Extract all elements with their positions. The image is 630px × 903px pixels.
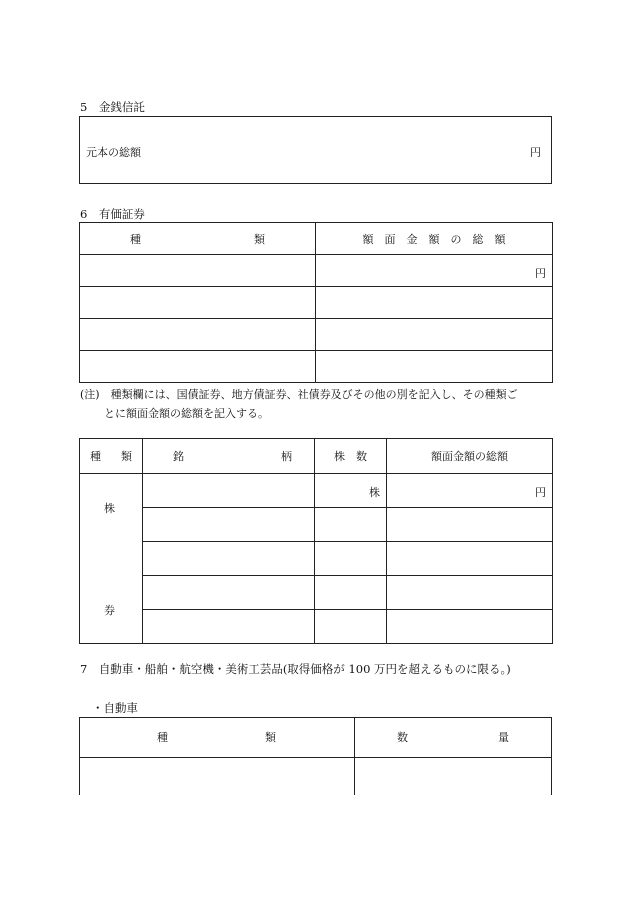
principal-total-label: 元本の総額 bbox=[86, 146, 141, 159]
share-unit: 株 bbox=[369, 486, 380, 499]
face-value-total-header: 額面金額の総額 bbox=[387, 439, 553, 474]
face-value-total-header: 額 面 金 額 の 総 額 bbox=[316, 223, 553, 255]
amount-cell[interactable] bbox=[316, 287, 553, 319]
automobile-subheading: ・自動車 bbox=[92, 701, 138, 715]
note-line-1: (注) 種類欄には、国債証券、地方債証券、社債券及びその他の別を記入し、その種類ご bbox=[80, 388, 518, 401]
amount-cell[interactable] bbox=[387, 576, 553, 610]
quantity-header: 数 量 bbox=[397, 731, 509, 744]
section6-heading: 6 有価証券 bbox=[80, 207, 145, 221]
share-count-header: 株 数 bbox=[315, 439, 387, 474]
amount-cell[interactable] bbox=[316, 351, 553, 383]
yen-unit: 円 bbox=[535, 486, 546, 499]
kind-cell[interactable] bbox=[80, 255, 316, 287]
table-row bbox=[80, 542, 553, 576]
table-row bbox=[80, 255, 553, 287]
stock-label: 株 bbox=[104, 502, 115, 515]
table-row bbox=[80, 319, 553, 351]
money-trust-box bbox=[79, 116, 552, 184]
amount-cell[interactable] bbox=[387, 610, 553, 644]
note-text bbox=[80, 385, 560, 423]
brand-header: 銘 柄 bbox=[143, 439, 315, 474]
kind-cell[interactable] bbox=[80, 287, 316, 319]
kind-header: 種 類 bbox=[157, 731, 276, 744]
table-row bbox=[80, 576, 553, 610]
kind-cell[interactable] bbox=[80, 758, 354, 795]
automobile-table bbox=[79, 717, 552, 795]
quantity-cell[interactable] bbox=[355, 758, 551, 795]
table-border-right bbox=[551, 717, 552, 795]
note-line-2: とに額面金額の総額を記入する。 bbox=[104, 407, 269, 420]
table-row bbox=[80, 474, 553, 508]
stocks-table bbox=[79, 438, 553, 644]
brand-cell[interactable] bbox=[143, 610, 315, 644]
kind-header: 種 類 bbox=[80, 439, 143, 474]
section5-heading: 5 金銭信託 bbox=[80, 100, 145, 114]
section7-heading: 7 自動車・船舶・航空機・美術工芸品(取得価格が 100 万円を超えるものに限る。) bbox=[80, 662, 511, 676]
yen-unit: 円 bbox=[535, 267, 546, 280]
share-count-cell[interactable] bbox=[315, 474, 387, 508]
kind-cell[interactable] bbox=[80, 319, 316, 351]
brand-cell[interactable] bbox=[143, 576, 315, 610]
brand-cell[interactable] bbox=[143, 474, 315, 508]
stock-kind-cell bbox=[80, 474, 143, 644]
table-row bbox=[80, 508, 553, 542]
certificate-label: 券 bbox=[104, 604, 115, 617]
kind-header: 種 類 bbox=[80, 223, 316, 255]
yen-unit: 円 bbox=[530, 146, 541, 159]
share-count-cell[interactable] bbox=[315, 576, 387, 610]
amount-cell[interactable] bbox=[316, 319, 553, 351]
amount-cell[interactable] bbox=[387, 508, 553, 542]
kind-cell[interactable] bbox=[80, 351, 316, 383]
share-count-cell[interactable] bbox=[315, 610, 387, 644]
brand-cell[interactable] bbox=[143, 542, 315, 576]
share-count-cell[interactable] bbox=[315, 542, 387, 576]
table-row bbox=[80, 287, 553, 319]
table-row bbox=[80, 351, 553, 383]
amount-cell[interactable] bbox=[316, 255, 553, 287]
amount-cell[interactable] bbox=[387, 542, 553, 576]
table-header-row bbox=[80, 439, 553, 474]
brand-cell[interactable] bbox=[143, 508, 315, 542]
table-header-row bbox=[80, 223, 553, 255]
table-row bbox=[80, 610, 553, 644]
amount-cell[interactable] bbox=[387, 474, 553, 508]
securities-table bbox=[79, 222, 553, 383]
share-count-cell[interactable] bbox=[315, 508, 387, 542]
